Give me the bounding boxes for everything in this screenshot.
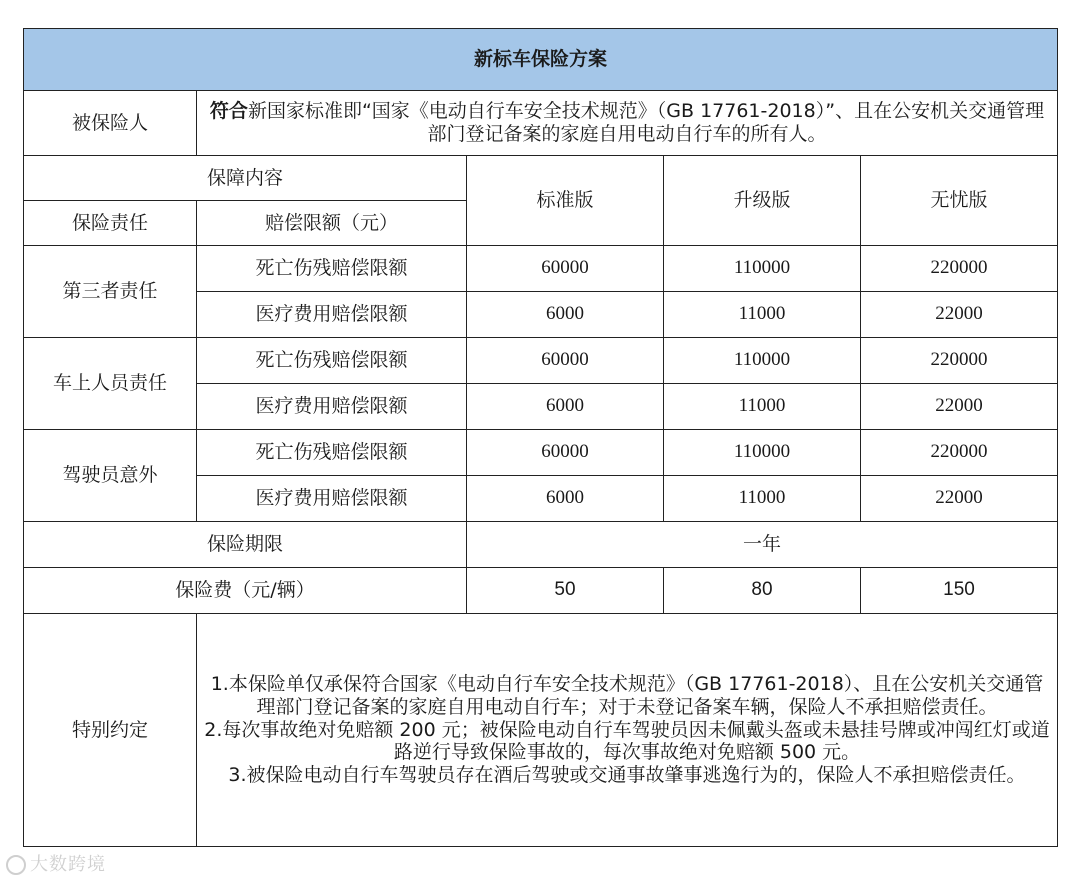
row-item: 死亡伤残赔偿限额 bbox=[197, 246, 467, 292]
value-cell: 11000 bbox=[664, 384, 861, 430]
special-item: 3.被保险电动自行车驾驶员存在酒后驾驶或交通事故肇事逃逸行为的，保险人不承担赔偿责任。 bbox=[228, 764, 1026, 787]
premium-standard: 50 bbox=[467, 568, 664, 614]
special-item: 2.每次事故绝对免赔额 200 元；被保险电动自行车驾驶员因未佩戴头盔或未悬挂号牌或冲闯红灯或道路逆行导致保险事故的，每次事故绝对免赔额 500 元。 bbox=[204, 718, 1050, 764]
row-item: 医疗费用赔偿限额 bbox=[197, 384, 467, 430]
value-cell: 220000 bbox=[861, 338, 1058, 384]
value-cell: 11000 bbox=[664, 292, 861, 338]
value-cell: 22000 bbox=[861, 292, 1058, 338]
plan-header-upgrade: 升级版 bbox=[664, 156, 861, 246]
premium-worry-free: 150 bbox=[861, 568, 1058, 614]
value-cell: 60000 bbox=[467, 430, 664, 476]
insured-label: 被保险人 bbox=[24, 91, 197, 156]
group-name: 驾驶员意外 bbox=[24, 430, 197, 522]
value-cell: 220000 bbox=[861, 430, 1058, 476]
insured-text-bold: 符合 bbox=[209, 100, 248, 123]
value-cell: 6000 bbox=[467, 292, 664, 338]
value-cell: 110000 bbox=[664, 338, 861, 384]
value-cell: 110000 bbox=[664, 246, 861, 292]
group-name: 第三者责任 bbox=[24, 246, 197, 338]
insurance-plan-table bbox=[23, 28, 1058, 847]
watermark-text: 大数跨境 bbox=[30, 854, 106, 875]
row-item: 医疗费用赔偿限额 bbox=[197, 476, 467, 522]
value-cell: 22000 bbox=[861, 476, 1058, 522]
premium-upgrade: 80 bbox=[664, 568, 861, 614]
coverage-header: 保障内容 bbox=[24, 156, 467, 201]
liability-header: 保险责任 bbox=[24, 201, 197, 246]
group-name: 车上人员责任 bbox=[24, 338, 197, 430]
period-label: 保险期限 bbox=[24, 522, 467, 568]
plan-header-standard: 标准版 bbox=[467, 156, 664, 246]
value-cell: 22000 bbox=[861, 384, 1058, 430]
row-item: 死亡伤残赔偿限额 bbox=[197, 338, 467, 384]
limit-header: 赔偿限额（元） bbox=[197, 201, 467, 246]
table-title: 新标车保险方案 bbox=[24, 29, 1058, 91]
premium-label: 保险费（元/辆） bbox=[24, 568, 467, 614]
value-cell: 60000 bbox=[467, 246, 664, 292]
special-terms bbox=[197, 614, 1058, 847]
value-cell: 60000 bbox=[467, 338, 664, 384]
watermark-logo-icon bbox=[6, 855, 26, 875]
plan-header-worry-free: 无忧版 bbox=[861, 156, 1058, 246]
insured-description bbox=[197, 91, 1058, 156]
row-item: 医疗费用赔偿限额 bbox=[197, 292, 467, 338]
row-item: 死亡伤残赔偿限额 bbox=[197, 430, 467, 476]
value-cell: 11000 bbox=[664, 476, 861, 522]
watermark bbox=[6, 850, 106, 876]
value-cell: 6000 bbox=[467, 476, 664, 522]
insured-text: 新国家标准即“国家《电动自行车安全技术规范》（GB 17761-2018）”、且在公安机关交通管理部门登记备案的家庭自用电动自行车的所有人。 bbox=[247, 100, 1045, 145]
special-label: 特别约定 bbox=[24, 614, 197, 847]
special-item: 1.本保险单仅承保符合国家《电动自行车安全技术规范》（GB 17761-2018）、且在公安机关交通管理部门登记备案的家庭自用电动自行车；对于未登记备案车辆，保险人不承担赔偿责任。 bbox=[210, 673, 1044, 718]
value-cell: 220000 bbox=[861, 246, 1058, 292]
value-cell: 6000 bbox=[467, 384, 664, 430]
period-value: 一年 bbox=[467, 522, 1058, 568]
value-cell: 110000 bbox=[664, 430, 861, 476]
